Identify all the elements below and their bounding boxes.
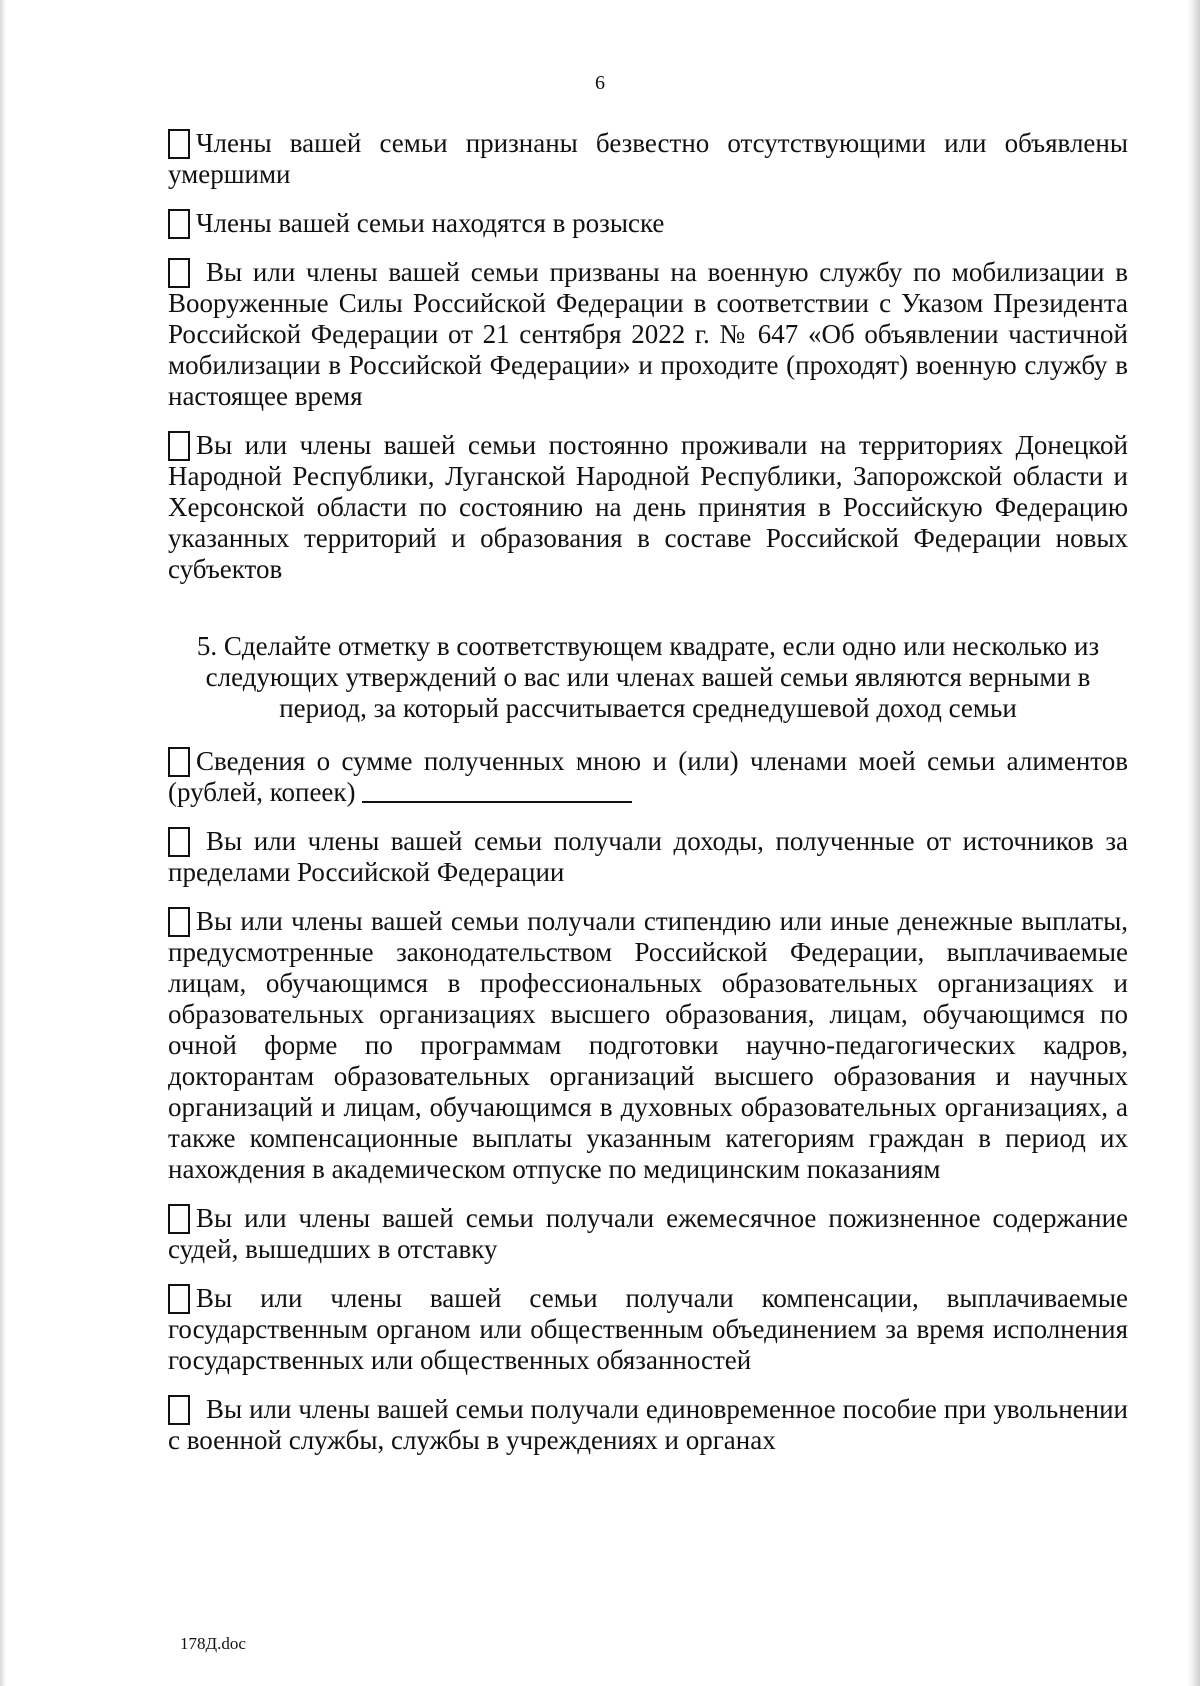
scan-edge-right bbox=[1186, 0, 1200, 1686]
checkbox[interactable] bbox=[168, 747, 190, 777]
item-text: Члены вашей семьи признаны безвестно отсутствующими или объявлены умершими bbox=[168, 128, 1128, 189]
checkbox[interactable] bbox=[168, 907, 190, 937]
checkbox[interactable] bbox=[168, 209, 190, 239]
scan-edge-left bbox=[0, 0, 6, 1686]
item-text: Вы или члены вашей семьи получали доходы, полученные от источников за пределами Российской Федерации bbox=[168, 826, 1128, 887]
item-text: Вы или члены вашей семьи получали стипендию или иные денежные выплаты, предусмотренные законодательством Российской Федерации, выплачиваемые лицам, обучающимся в профессиональных образовательных организациях и образовательных организациях высшего образования, лицам, обучающимся по очной форме по программам подготовки научно-педагогических кадров, докторантам образовательных организаций высшего образования и научных организаций и лицам, обучающимся в духовных образовательных организациях, а также компенсационные выплаты указанным категориям граждан в период их нахождения в академическом отпуске по медицинским показаниям bbox=[168, 906, 1128, 1184]
item-text: Вы или члены вашей семьи получали единовременное пособие при увольнении с военной службы, службы в учреждениях и органах bbox=[168, 1394, 1128, 1455]
checkbox-item-missing-declared-dead bbox=[168, 128, 1128, 190]
checkbox-item-discharge-allowance bbox=[168, 1394, 1128, 1456]
item-text: Вы или члены вашей семьи призваны на военную службу по мобилизации в Вооруженные Силы Российской Федерации в соответствии с Указом Президента Российской Федерации от 21 сентября 2022 г. № 647 «Об объявлении частичной мобилизации в Российской Федерации» и проходите (проходят) военную службу в настоящее время bbox=[168, 257, 1128, 411]
checkbox-item-compensation bbox=[168, 1283, 1128, 1376]
checkbox[interactable] bbox=[168, 431, 190, 461]
checkbox[interactable] bbox=[168, 258, 190, 288]
checkbox-item-mobilization bbox=[168, 257, 1128, 412]
checkbox[interactable] bbox=[168, 1204, 190, 1234]
item-text: Сведения о сумме полученных мною и (или) членами моей семьи алиментов (рублей, копеек) bbox=[168, 746, 1128, 807]
checkbox-item-alimony bbox=[168, 746, 1128, 808]
page-number: 6 bbox=[595, 72, 605, 94]
checkbox[interactable] bbox=[168, 1284, 190, 1314]
checkbox-item-wanted bbox=[168, 208, 1128, 239]
item-text: Вы или члены вашей семьи получали компенсации, выплачиваемые государственным органом или общественным объединением за время исполнения государственных или общественных обязанностей bbox=[168, 1283, 1128, 1375]
checkbox[interactable] bbox=[168, 129, 190, 159]
footer-filename: 178Д.doc bbox=[180, 1634, 246, 1653]
checkbox-item-scholarship bbox=[168, 906, 1128, 1185]
item-text: Члены вашей семьи находятся в розыске bbox=[196, 208, 665, 238]
item-text: Вы или члены вашей семьи получали ежемесячное пожизненное содержание судей, вышедших в отставку bbox=[168, 1203, 1128, 1264]
checkbox[interactable] bbox=[168, 827, 190, 857]
checkbox[interactable] bbox=[168, 1395, 190, 1425]
alimony-amount-field[interactable] bbox=[362, 779, 632, 803]
checkbox-item-foreign-income bbox=[168, 826, 1128, 888]
checkbox-item-new-territories bbox=[168, 430, 1128, 585]
section-5-title: 5. Сделайте отметку в соответствующем квадрате, если одно или несколько из следующих утверждений о вас или членах вашей семьи являются верными в период, за который рассчитывается среднедушевой доход семьи bbox=[196, 631, 1100, 723]
checkbox-item-judges-allowance bbox=[168, 1203, 1128, 1265]
item-text: Вы или члены вашей семьи постоянно проживали на территориях Донецкой Народной Республики, Луганской Народной Республики, Запорожской области и Херсонской области по состоянию на день принятия в Российскую Федерацию указанных территорий и образования в составе Российской Федерации новых субъектов bbox=[168, 430, 1128, 584]
form-content bbox=[168, 128, 1128, 1474]
